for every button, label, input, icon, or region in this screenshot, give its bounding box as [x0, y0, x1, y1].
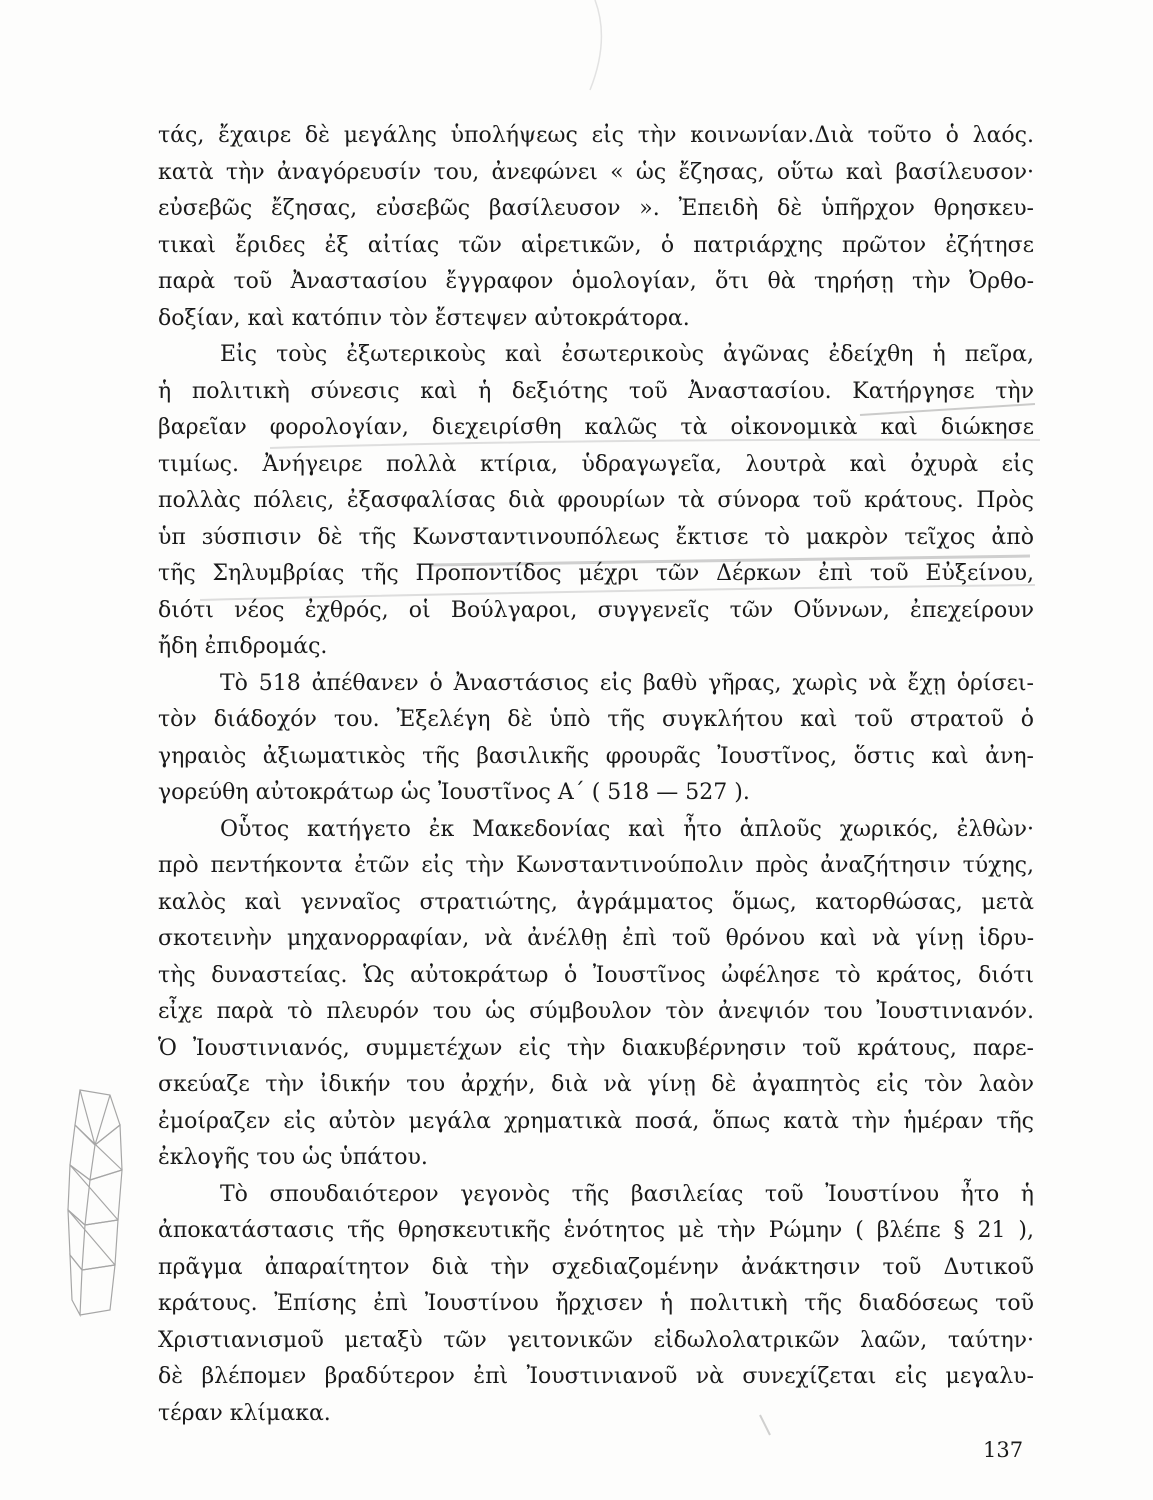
- text-line: πρὸ πεντήκοντα ἐτῶν εἰς τὴν Κωνσταντινούπολιν πρὸς ἀναζήτησιν τύχης,: [158, 853, 1034, 878]
- paragraph: [158, 118, 1034, 337]
- text-line: βαρεῖαν φορολογίαν, διεχειρίσθη καλῶς τὰ οἰκονομικὰ καὶ διώκησε: [158, 415, 1034, 440]
- pencil-sketch-drawing: [60, 1085, 130, 1325]
- text-line: γηραιὸς ἀξιωματικὸς τῆς βασιλικῆς φρουρᾶς Ἰουστῖνος, ὅστις καὶ ἀνη-: [158, 743, 1034, 769]
- text-line: παρὰ τοῦ Ἀναστασίου ἔγγραφον ὁμολογίαν, ὅτι θὰ τηρήσῃ τὴν Ὀρθο-: [158, 269, 1034, 294]
- paragraph: [158, 812, 1034, 1177]
- text-line: σκοτεινὴν μηχανορραφίαν, νὰ ἀνέλθῃ ἐπὶ τοῦ θρόνου καὶ νὰ γίνῃ ἱδρυ-: [158, 926, 1034, 951]
- body-text: [158, 118, 1034, 1432]
- paragraph: [158, 1177, 1034, 1433]
- text-line: διότι νέος ἐχθρός, οἱ Βούλγαροι, συγγενεῖς τῶν Οὕννων, ἐπεχείρουν: [158, 597, 1034, 623]
- text-line: πρᾶγμα ἀπαραίτητον διὰ τὴν σχεδιαζομένην ἀνάκτησιν τοῦ Δυτικοῦ: [158, 1254, 1034, 1280]
- text-line: τιμίως. Ἀνήγειρε πολλὰ κτίρια, ὑδραγωγεῖα, λουτρὰ καὶ ὀχυρὰ εἰς: [158, 451, 1034, 477]
- text-line: ἀποκατάστασις τῆς θρησκευτικῆς ἑνότητος μὲ τὴν Ρώμην ( βλέπε § 21 ),: [158, 1218, 1034, 1243]
- page-number: 137: [983, 1438, 1024, 1462]
- text-line: τέραν κλίμακα.: [158, 1400, 331, 1426]
- text-line: Ὁ Ἰουστινιανός, συμμετέχων εἰς τὴν διακυβέρνησιν τοῦ κράτους, παρε-: [158, 1035, 1034, 1061]
- text-line: ὑπ ɜύσπισιν δὲ τῆς Κωνσταντινουπόλεως ἔκτισε τὸ μακρὸν τεῖχος ἀπὸ: [158, 524, 1034, 550]
- text-line: Τὸ 518 ἀπέθανεν ὁ Ἀναστάσιος εἰς βαθὺ γῆρας, χωρὶς νὰ ἔχῃ ὁρίσει-: [220, 670, 1034, 696]
- text-line: σκεύαζε τὴν ἰδικήν του ἀρχήν, διὰ νὰ γίνῃ δὲ ἀγαπητὸς εἰς τὸν λαὸν: [158, 1072, 1034, 1097]
- text-line: ἐμοίραζεν εἰς αὐτὸν μεγάλα χρηματικὰ ποσά, ὅπως κατὰ τὴν ἡμέραν τῆς: [158, 1108, 1034, 1134]
- text-line: δὲ βλέπομεν βραδύτερον ἐπὶ Ἰουστινιανοῦ νὰ συνεχίζεται εἰς μεγαλυ-: [158, 1364, 1034, 1389]
- text-line: Οὗτος κατήγετο ἐκ Μακεδονίας καὶ ἦτο ἁπλοῦς χωρικός, ἐλθὼν·: [220, 816, 1034, 842]
- text-line: Εἰς τοὺς ἐξωτερικοὺς καὶ ἐσωτερικοὺς ἀγῶνας ἐδείχθη ἡ πεῖρα,: [220, 342, 1034, 367]
- text-line: ἡ πολιτικὴ σύνεσις καὶ ἡ δεξιότης τοῦ Ἀναστασίου. Κατήργησε τὴν: [158, 378, 1034, 404]
- text-line: κράτους. Ἐπίσης ἐπὶ Ἰουστίνου ἤρχισεν ἡ πολιτικὴ τῆς διαδόσεως τοῦ: [158, 1291, 1034, 1316]
- paragraph: [158, 337, 1034, 666]
- text-line: ἤδη ἐπιδρομάς.: [158, 634, 328, 659]
- text-line: εἶχε παρὰ τὸ πλευρόν του ὡς σύμβουλον τὸν ἀνεψιόν του Ἰουστινιανόν.: [158, 999, 1034, 1024]
- text-line: τὴς δυναστείας. Ὡς αὐτοκράτωρ ὁ Ἰουστῖνος ὠφέλησε τὸ κράτος, διότι: [158, 962, 1034, 988]
- text-line: τῆς Σηλυμβρίας τῆς Προποντίδος μέχρι τῶν Δέρκων ἐπὶ τοῦ Εὐξείνου,: [158, 561, 1034, 586]
- text-line: γορεύθη αὐτοκράτωρ ὡς Ἰουστῖνος Α΄ ( 518 — 527 ).: [158, 780, 750, 805]
- text-line: δοξίαν, καὶ κατόπιν τὸν ἔστεψεν αὐτοκράτορα.: [158, 305, 690, 331]
- text-line: τὸν διάδοχόν του. Ἐξελέγη δὲ ὑπὸ τῆς συγκλήτου καὶ τοῦ στρατοῦ ὁ: [158, 707, 1034, 732]
- text-line: Τὸ σπουδαιότερον γεγονὸς τῆς βασιλείας τοῦ Ἰουστίνου ἦτο ἡ: [220, 1181, 1034, 1207]
- text-line: κατὰ τὴν ἀναγόρευσίν του, ἀνεφώνει « ὡς ἔζησας, οὕτω καὶ βασίλευσον·: [158, 159, 1034, 185]
- text-line: Χριστιανισμοῦ μεταξὺ τῶν γειτονικῶν εἰδωλολατρικῶν λαῶν, ταύτην·: [158, 1327, 1034, 1353]
- paragraph: [158, 666, 1034, 812]
- text-line: πολλὰς πόλεις, ἐξασφαλίσας διὰ φρουρίων τὰ σύνορα τοῦ κράτους. Πρὸς: [158, 488, 1034, 513]
- text-line: εὐσεβῶς ἔζησας, εὐσεβῶς βασίλευσον ». Ἐπειδὴ δὲ ὑπῆρχον θρησκευ-: [158, 196, 1034, 221]
- text-line: καλὸς καὶ γενναῖος στρατιώτης, ἀγράμματος ὅμως, κατορθώσας, μετὰ: [158, 889, 1034, 915]
- text-line: τικαὶ ἔριδες ἐξ αἰτίας τῶν αἱρετικῶν, ὁ πατριάρχης πρῶτον ἐζήτησε: [158, 232, 1034, 258]
- text-line: τάς, ἔχαιρε δὲ μεγάλης ὑπολήψεως εἰς τὴν κοινωνίαν.Διὰ τοῦτο ὁ λαός.: [158, 123, 1034, 148]
- text-line: ἐκλογῆς του ὡς ὑπάτου.: [158, 1145, 428, 1170]
